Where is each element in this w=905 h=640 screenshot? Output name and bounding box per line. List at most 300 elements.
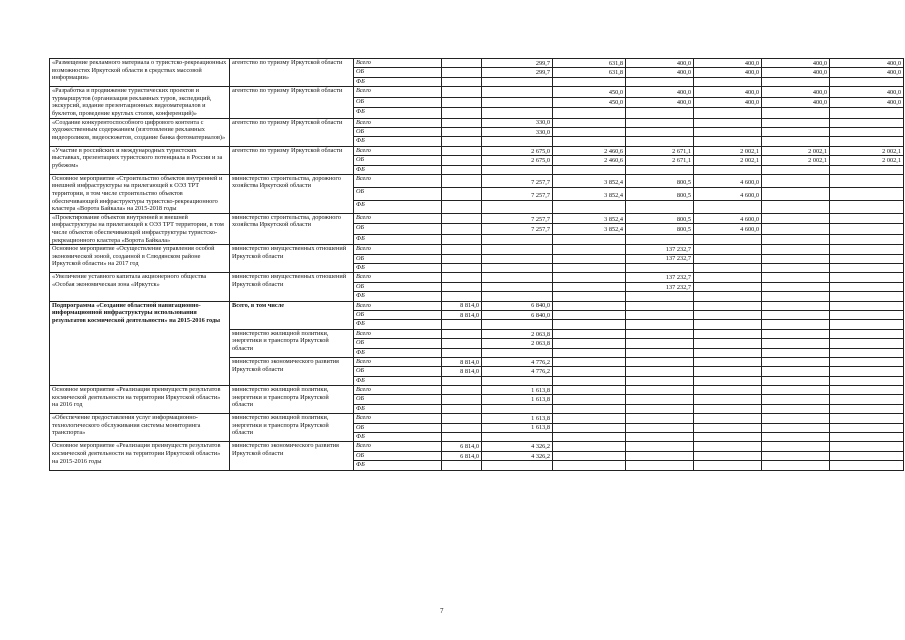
amount-cell: 7 257,7 — [482, 224, 553, 234]
amount-cell: 2 675,0 — [482, 146, 553, 155]
event-name-cell: «Размещение рекламного материала о туристско-рекреационных возможностях Иркутской области в средствах массовой информации» — [50, 59, 230, 87]
amount-cell: 400,0 — [694, 59, 762, 68]
amount-cell — [694, 245, 762, 254]
table-row — [50, 245, 904, 254]
amount-cell — [482, 264, 553, 273]
funding-type-cell: Всего — [354, 245, 442, 254]
amount-cell — [762, 348, 830, 357]
amount-cell — [626, 310, 694, 319]
funding-type-cell: ФБ — [354, 348, 442, 357]
amount-cell — [553, 77, 626, 86]
amount-cell — [553, 442, 626, 451]
amount-cell — [482, 461, 553, 470]
amount-cell — [762, 127, 830, 136]
amount-cell — [553, 127, 626, 136]
executor-cell: агентство по туризму Иркутской области — [230, 118, 354, 146]
amount-cell — [553, 118, 626, 127]
amount-cell: 2 002,1 — [830, 156, 904, 165]
funding-type-cell: ОБ — [354, 97, 442, 107]
amount-cell — [442, 245, 482, 254]
amount-cell: 1 613,8 — [482, 423, 553, 432]
amount-cell — [553, 414, 626, 423]
amount-cell — [442, 59, 482, 68]
amount-cell: 400,0 — [830, 59, 904, 68]
budget-table-sheet — [49, 58, 904, 471]
amount-cell — [830, 264, 904, 273]
amount-cell: 450,0 — [553, 97, 626, 107]
table-row — [50, 118, 904, 127]
amount-cell — [830, 200, 904, 213]
amount-cell — [553, 200, 626, 213]
amount-cell — [553, 320, 626, 329]
amount-cell — [626, 423, 694, 432]
event-name-cell: Основное мероприятие «Реализация преимуществ результатов космической деятельности на территории Иркутской области» на 2015-2016 годы — [50, 442, 230, 470]
amount-cell — [626, 339, 694, 348]
amount-cell — [830, 282, 904, 291]
amount-cell — [762, 282, 830, 291]
amount-cell — [830, 329, 904, 338]
amount-cell — [694, 386, 762, 395]
amount-cell — [626, 395, 694, 404]
amount-cell: 6 814,0 — [442, 442, 482, 451]
amount-cell — [482, 376, 553, 385]
table-row — [50, 273, 904, 282]
funding-type-cell: ОБ — [354, 187, 442, 200]
amount-cell: 2 671,1 — [626, 146, 694, 155]
amount-cell — [553, 245, 626, 254]
amount-cell: 2 063,8 — [482, 329, 553, 338]
amount-cell — [482, 77, 553, 86]
amount-cell: 137 232,7 — [626, 282, 694, 291]
amount-cell — [762, 433, 830, 442]
amount-cell: 8 814,0 — [442, 310, 482, 319]
amount-cell: 7 257,7 — [482, 174, 553, 187]
amount-cell — [694, 264, 762, 273]
funding-type-cell: ФБ — [354, 234, 442, 244]
funding-type-cell: Всего — [354, 174, 442, 187]
amount-cell — [694, 339, 762, 348]
funding-type-cell: Всего — [354, 329, 442, 338]
page-number: 7 — [440, 607, 444, 615]
amount-cell — [553, 137, 626, 146]
amount-cell — [553, 301, 626, 310]
amount-cell — [626, 264, 694, 273]
funding-type-cell: Всего — [354, 414, 442, 423]
amount-cell: 8 814,0 — [442, 357, 482, 366]
amount-cell — [762, 165, 830, 174]
amount-cell — [553, 273, 626, 282]
amount-cell: 400,0 — [626, 97, 694, 107]
amount-cell — [553, 367, 626, 376]
funding-type-cell: Всего — [354, 146, 442, 155]
amount-cell — [694, 165, 762, 174]
amount-cell: 4 600,0 — [694, 224, 762, 234]
amount-cell — [694, 282, 762, 291]
amount-cell — [482, 165, 553, 174]
amount-cell — [830, 433, 904, 442]
amount-cell — [442, 234, 482, 244]
budget-table — [49, 58, 904, 471]
event-name-cell: Основное мероприятие «Реализация преимуществ результатов космической деятельности на территории Иркутской области» на 2016 год — [50, 386, 230, 414]
amount-cell — [694, 137, 762, 146]
funding-type-cell: ФБ — [354, 376, 442, 385]
amount-cell — [830, 234, 904, 244]
amount-cell: 800,5 — [626, 213, 694, 223]
amount-cell — [553, 386, 626, 395]
amount-cell — [830, 187, 904, 200]
funding-type-cell: Всего — [354, 357, 442, 366]
amount-cell — [830, 224, 904, 234]
amount-cell — [694, 254, 762, 263]
funding-type-cell: ФБ — [354, 108, 442, 118]
amount-cell — [442, 68, 482, 77]
amount-cell: 400,0 — [762, 59, 830, 68]
amount-cell: 2 002,1 — [762, 156, 830, 165]
amount-cell — [442, 146, 482, 155]
amount-cell — [830, 137, 904, 146]
amount-cell — [442, 433, 482, 442]
funding-type-cell: ФБ — [354, 404, 442, 413]
amount-cell — [626, 442, 694, 451]
amount-cell — [762, 254, 830, 263]
amount-cell: 6 814,0 — [442, 451, 482, 460]
table-row — [50, 87, 904, 97]
amount-cell: 137 232,7 — [626, 254, 694, 263]
amount-cell — [694, 292, 762, 301]
amount-cell — [694, 395, 762, 404]
amount-cell — [830, 423, 904, 432]
amount-cell — [626, 461, 694, 470]
amount-cell — [762, 339, 830, 348]
amount-cell — [694, 234, 762, 244]
amount-cell: 400,0 — [830, 97, 904, 107]
amount-cell — [762, 292, 830, 301]
event-name-cell: «Проектирование объектов внутренней и внешней инфраструктуры на прилегающей к ОЭЗ ТРТ территории, в том числе объектов обеспечивающей инфраструктуры туристско-рекреационного кластера «Ворота Байкала» — [50, 213, 230, 244]
funding-type-cell: Всего — [354, 273, 442, 282]
funding-type-cell: ОБ — [354, 339, 442, 348]
amount-cell — [442, 187, 482, 200]
amount-cell — [442, 329, 482, 338]
funding-type-cell: ОБ — [354, 127, 442, 136]
amount-cell — [762, 386, 830, 395]
funding-type-cell: ОБ — [354, 423, 442, 432]
event-name-cell: «Обеспечение предоставления услуг информационно-технологического обслуживания системы мониторинга транспорта» — [50, 414, 230, 442]
funding-type-cell: ОБ — [354, 451, 442, 460]
amount-cell — [762, 264, 830, 273]
amount-cell: 400,0 — [830, 87, 904, 97]
amount-cell: 400,0 — [762, 87, 830, 97]
amount-cell — [442, 414, 482, 423]
amount-cell — [553, 348, 626, 357]
amount-cell — [830, 127, 904, 136]
amount-cell — [442, 339, 482, 348]
amount-cell: 3 852,4 — [553, 187, 626, 200]
amount-cell — [442, 461, 482, 470]
executor-cell: министерство жилищной политики, энергетики и транспорта Иркутской области — [230, 414, 354, 442]
amount-cell — [442, 87, 482, 97]
funding-type-cell: Всего — [354, 301, 442, 310]
amount-cell — [830, 451, 904, 460]
amount-cell — [442, 137, 482, 146]
executor-cell: агентство по туризму Иркутской области — [230, 146, 354, 174]
amount-cell — [553, 404, 626, 413]
amount-cell: 3 852,4 — [553, 174, 626, 187]
amount-cell — [442, 254, 482, 263]
funding-type-cell: Всего — [354, 87, 442, 97]
amount-cell — [830, 320, 904, 329]
amount-cell — [442, 97, 482, 107]
event-name-cell: Основное мероприятие «Строительство объектов внутренней и внешней инфраструктуры на прилегающей к ОЭЗ ТРТ территории, в том числе строительство объектов обеспечивающей инфраструктуры туристско-рекреационного кластера «Ворота Байкала» на 2015-2018 годы — [50, 174, 230, 213]
amount-cell — [694, 329, 762, 338]
table-row — [50, 414, 904, 423]
amount-cell: 400,0 — [626, 68, 694, 77]
amount-cell — [830, 442, 904, 451]
amount-cell — [830, 414, 904, 423]
table-row — [50, 59, 904, 68]
amount-cell — [442, 404, 482, 413]
amount-cell — [442, 118, 482, 127]
amount-cell — [553, 433, 626, 442]
amount-cell — [626, 127, 694, 136]
amount-cell — [553, 451, 626, 460]
amount-cell — [482, 108, 553, 118]
table-row — [50, 442, 904, 451]
amount-cell — [553, 234, 626, 244]
amount-cell: 330,0 — [482, 118, 553, 127]
amount-cell — [553, 395, 626, 404]
amount-cell — [482, 320, 553, 329]
event-name-cell: «Участие в российских и международных туристских выставках, презентациях туристского потенциала в России и за рубежом» — [50, 146, 230, 174]
amount-cell — [626, 404, 694, 413]
amount-cell — [482, 254, 553, 263]
amount-cell — [830, 108, 904, 118]
executor-cell: министерство строительства, дорожного хозяйства Иркутской области — [230, 213, 354, 244]
amount-cell: 2 460,6 — [553, 156, 626, 165]
table-row — [50, 174, 904, 187]
amount-cell — [830, 348, 904, 357]
amount-cell: 400,0 — [626, 87, 694, 97]
amount-cell — [442, 292, 482, 301]
amount-cell — [694, 367, 762, 376]
amount-cell — [553, 165, 626, 174]
amount-cell — [626, 200, 694, 213]
funding-type-cell: ФБ — [354, 320, 442, 329]
amount-cell — [553, 376, 626, 385]
amount-cell: 800,5 — [626, 174, 694, 187]
funding-type-cell: ОБ — [354, 68, 442, 77]
amount-cell — [762, 320, 830, 329]
amount-cell — [830, 213, 904, 223]
amount-cell — [830, 339, 904, 348]
executor-cell: министерство имущественных отношений Иркутской области — [230, 245, 354, 273]
amount-cell — [762, 414, 830, 423]
amount-cell — [626, 234, 694, 244]
funding-type-cell: Всего — [354, 118, 442, 127]
amount-cell: 400,0 — [830, 68, 904, 77]
amount-cell — [762, 213, 830, 223]
funding-type-cell: ФБ — [354, 77, 442, 86]
table-row — [50, 301, 904, 310]
amount-cell — [442, 273, 482, 282]
executor-cell: министерство строительства, дорожного хозяйства Иркутской области — [230, 174, 354, 213]
amount-cell — [762, 224, 830, 234]
amount-cell — [553, 329, 626, 338]
amount-cell — [553, 461, 626, 470]
amount-cell — [626, 367, 694, 376]
amount-cell: 2 675,0 — [482, 156, 553, 165]
amount-cell — [762, 451, 830, 460]
amount-cell: 2 002,1 — [830, 146, 904, 155]
amount-cell: 1 613,8 — [482, 395, 553, 404]
amount-cell — [442, 213, 482, 223]
amount-cell: 299,7 — [482, 68, 553, 77]
amount-cell — [830, 273, 904, 282]
executor-cell: агентство по туризму Иркутской области — [230, 87, 354, 118]
table-row — [50, 146, 904, 155]
amount-cell — [553, 423, 626, 432]
amount-cell: 137 232,7 — [626, 273, 694, 282]
amount-cell — [694, 348, 762, 357]
amount-cell: 299,7 — [482, 59, 553, 68]
amount-cell — [482, 97, 553, 107]
amount-cell — [830, 118, 904, 127]
amount-cell — [553, 254, 626, 263]
funding-type-cell: Всего — [354, 59, 442, 68]
amount-cell: 2 002,1 — [694, 146, 762, 155]
amount-cell — [482, 200, 553, 213]
amount-cell — [482, 433, 553, 442]
amount-cell: 631,8 — [553, 68, 626, 77]
amount-cell: 137 232,7 — [626, 245, 694, 254]
amount-cell — [626, 451, 694, 460]
amount-cell — [626, 329, 694, 338]
funding-type-cell: Всего — [354, 442, 442, 451]
amount-cell — [553, 339, 626, 348]
amount-cell: 4 776,2 — [482, 357, 553, 366]
executor-cell: министерство экономического развития Иркутской области — [230, 442, 354, 470]
executor-cell: министерство экономического развития Иркутской области — [230, 357, 354, 385]
amount-cell — [762, 234, 830, 244]
amount-cell — [762, 423, 830, 432]
amount-cell — [694, 301, 762, 310]
amount-cell — [694, 442, 762, 451]
amount-cell — [626, 376, 694, 385]
amount-cell: 4 600,0 — [694, 187, 762, 200]
funding-type-cell: ОБ — [354, 156, 442, 165]
amount-cell — [762, 174, 830, 187]
amount-cell — [762, 137, 830, 146]
executor-cell: министерство имущественных отношений Иркутской области — [230, 273, 354, 301]
amount-cell: 2 671,1 — [626, 156, 694, 165]
amount-cell — [442, 264, 482, 273]
amount-cell — [626, 301, 694, 310]
amount-cell: 6 840,0 — [482, 301, 553, 310]
amount-cell — [830, 395, 904, 404]
amount-cell: 1 613,8 — [482, 386, 553, 395]
amount-cell — [830, 77, 904, 86]
amount-cell — [762, 367, 830, 376]
amount-cell — [830, 404, 904, 413]
amount-cell — [694, 118, 762, 127]
amount-cell: 2 002,1 — [694, 156, 762, 165]
amount-cell — [626, 108, 694, 118]
amount-cell — [694, 461, 762, 470]
amount-cell — [626, 77, 694, 86]
amount-cell: 4 600,0 — [694, 174, 762, 187]
amount-cell — [482, 245, 553, 254]
amount-cell: 400,0 — [626, 59, 694, 68]
funding-type-cell: ФБ — [354, 461, 442, 470]
amount-cell: 330,0 — [482, 127, 553, 136]
amount-cell — [442, 174, 482, 187]
amount-cell — [442, 108, 482, 118]
amount-cell — [553, 292, 626, 301]
amount-cell: 800,5 — [626, 224, 694, 234]
amount-cell — [694, 423, 762, 432]
amount-cell — [482, 404, 553, 413]
amount-cell — [762, 118, 830, 127]
amount-cell — [442, 320, 482, 329]
amount-cell — [762, 461, 830, 470]
amount-cell: 4 600,0 — [694, 213, 762, 223]
amount-cell — [762, 395, 830, 404]
amount-cell — [442, 200, 482, 213]
amount-cell — [762, 187, 830, 200]
executor-cell: министерство жилищной политики, энергетики и транспорта Иркутской области — [230, 329, 354, 357]
funding-type-cell: ОБ — [354, 310, 442, 319]
event-name-cell: Основное мероприятие «Осуществление управления особой экономической зоной, созданной в Слюдянском районе Иркутской области» на 2017 год — [50, 245, 230, 273]
event-name-cell: «Разработка и продвижение туристических проектов и турмаршрутов (организация рекламных туров, экспедиций, экскурсий, издание презентационных видеоматериалов и буклетов, проведение круглых столов, конференций)» — [50, 87, 230, 118]
amount-cell — [626, 118, 694, 127]
amount-cell — [442, 282, 482, 291]
amount-cell: 8 814,0 — [442, 367, 482, 376]
amount-cell — [442, 376, 482, 385]
table-row — [50, 213, 904, 223]
amount-cell — [553, 108, 626, 118]
amount-cell — [830, 301, 904, 310]
amount-cell — [694, 357, 762, 366]
amount-cell: 4 326,2 — [482, 442, 553, 451]
amount-cell — [553, 357, 626, 366]
amount-cell — [830, 386, 904, 395]
amount-cell — [482, 234, 553, 244]
amount-cell: 4 776,2 — [482, 367, 553, 376]
amount-cell — [694, 77, 762, 86]
amount-cell: 3 852,4 — [553, 224, 626, 234]
amount-cell — [626, 386, 694, 395]
amount-cell — [694, 273, 762, 282]
amount-cell — [626, 433, 694, 442]
event-name-cell: Подпрограмма «Создание областной навигационно-информационной инфраструктуры использования результатов космической деятельности» на 2015-2016 годы — [50, 301, 230, 386]
amount-cell — [762, 329, 830, 338]
amount-cell — [762, 404, 830, 413]
executor-cell: министерство жилищной политики, энергетики и транспорта Иркутской области — [230, 386, 354, 414]
executor-cell: агентство по туризму Иркутской области — [230, 59, 354, 87]
amount-cell — [626, 292, 694, 301]
event-name-cell: «Увеличение уставного капитала акционерного общества «Особая экономическая зона «Иркутск» — [50, 273, 230, 301]
amount-cell: 631,8 — [553, 59, 626, 68]
table-row — [50, 386, 904, 395]
executor-cell: Всего, в том числе — [230, 301, 354, 329]
amount-cell: 400,0 — [762, 97, 830, 107]
amount-cell — [626, 348, 694, 357]
amount-cell — [442, 386, 482, 395]
amount-cell: 4 326,2 — [482, 451, 553, 460]
amount-cell: 400,0 — [694, 87, 762, 97]
amount-cell — [626, 320, 694, 329]
amount-cell — [694, 414, 762, 423]
amount-cell: 400,0 — [694, 97, 762, 107]
